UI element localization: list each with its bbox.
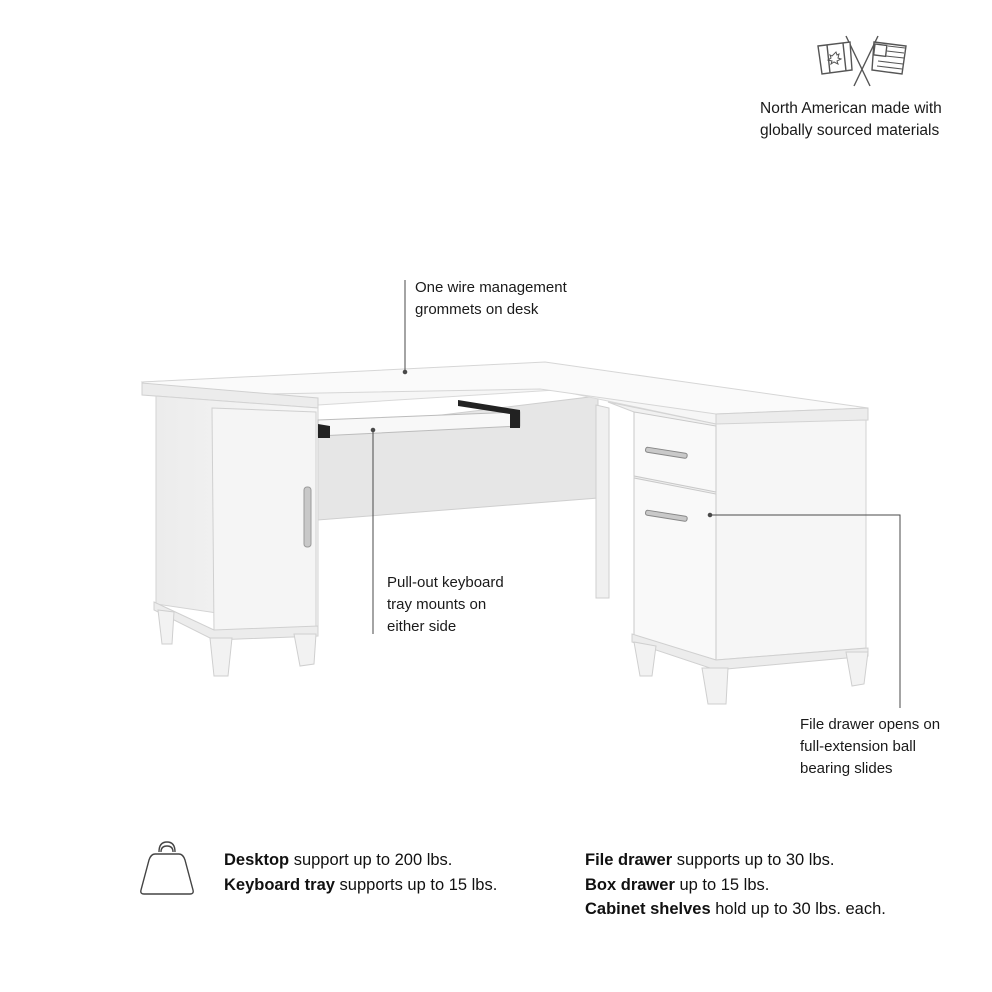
grommet-callout-line-2: grommets on desk [415, 301, 539, 318]
spec-cabinet-shelves-text: hold up to 30 lbs. each. [710, 900, 886, 918]
file-drawer-callout-line-2: full-extension ball [800, 738, 916, 755]
file-drawer-callout-line-3: bearing slides [800, 760, 893, 777]
keyboard-tray-callout-line-3: either side [387, 618, 457, 635]
spec-desktop-text: support up to 200 lbs. [289, 851, 453, 869]
spec-file-drawer-text: supports up to 30 lbs. [672, 851, 835, 869]
file-drawer-callout [800, 714, 940, 780]
spec-keyboard-tray-text: supports up to 15 lbs. [334, 875, 498, 894]
grommet-callout [415, 277, 567, 321]
origin-line-1: North American made with [760, 100, 942, 117]
spec-cabinet-shelves-label: Cabinet shelves [585, 900, 711, 918]
spec-keyboard-tray-label: Keyboard tray [224, 875, 335, 894]
keyboard-tray-callout-line-1: Pull-out keyboard [387, 574, 504, 591]
origin-line-2: globally sourced materials [760, 122, 940, 139]
spec-box-drawer-text: up to 15 lbs. [674, 875, 770, 894]
weight-specs-left [224, 848, 497, 897]
spec-box-drawer [585, 873, 886, 898]
weight-specs-right [585, 848, 886, 922]
grommet-callout-line-1: One wire management [415, 279, 567, 296]
spec-desktop [224, 848, 497, 873]
spec-desktop-label: Desktop [224, 851, 290, 869]
keyboard-tray-callout [387, 572, 504, 638]
spec-file-drawer-label: File drawer [585, 851, 673, 869]
spec-cabinet-shelves [585, 897, 886, 922]
spec-keyboard-tray [224, 873, 497, 898]
file-drawer-callout-line-1: File drawer opens on [800, 716, 941, 733]
keyboard-tray-callout-line-2: tray mounts on [387, 596, 487, 613]
weight-kettlebell-icon [138, 838, 196, 896]
spec-file-drawer [585, 848, 886, 873]
spec-box-drawer-label: Box drawer [585, 875, 675, 894]
